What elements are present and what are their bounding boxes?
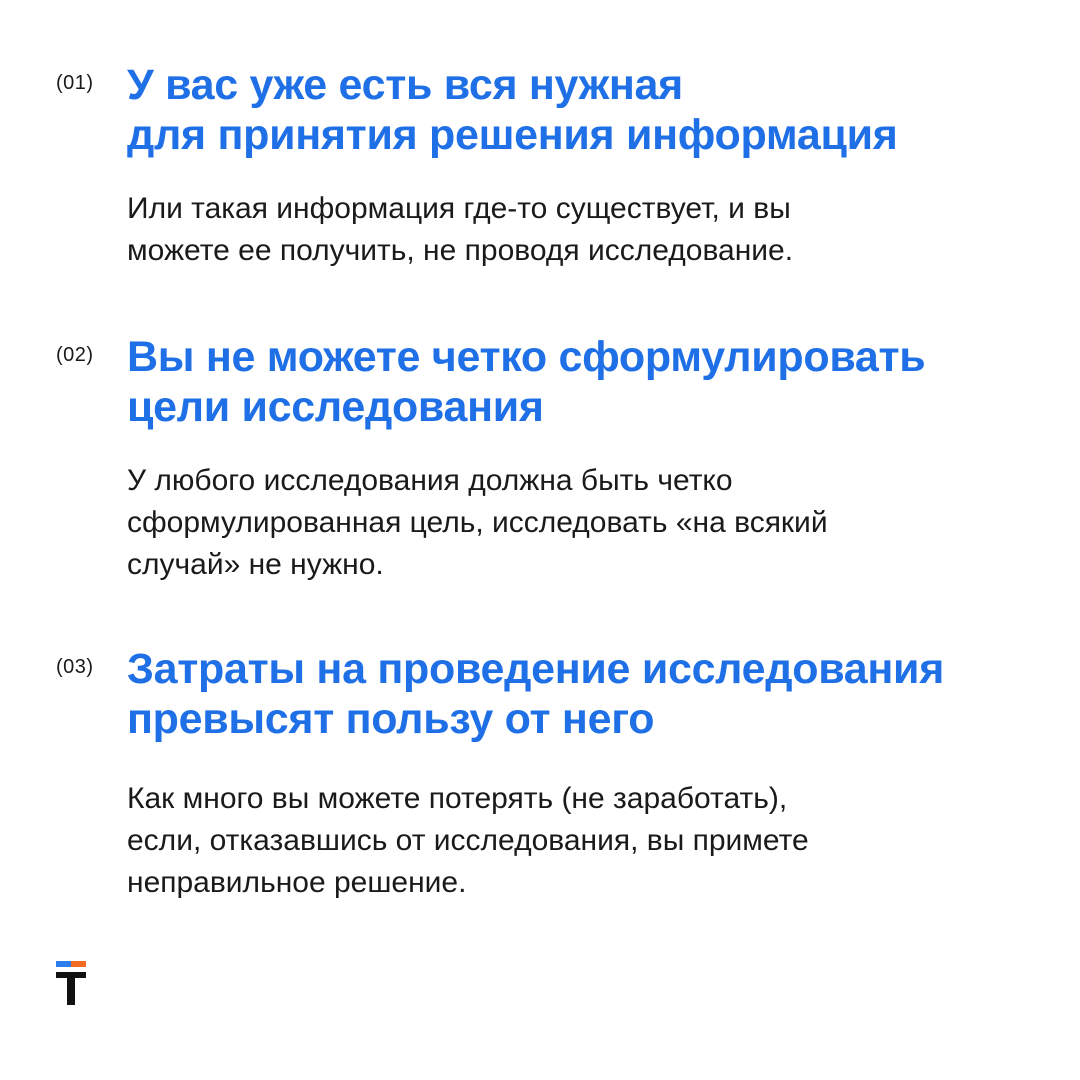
item-number: (01) xyxy=(56,72,94,94)
item-title: У вас уже есть вся нужная для принятия решения информация xyxy=(127,61,898,159)
t-logo-icon xyxy=(56,961,86,1005)
item-number: (03) xyxy=(56,656,94,678)
logo-blue-bar xyxy=(56,961,71,967)
item-description: У любого исследования должна быть четко сформулированная цель, исследовать «на всякий случай» не нужно. xyxy=(127,464,828,581)
item-description: Или такая информация где-то существует, и вы можете ее получить, не проводя исследование. xyxy=(127,192,794,267)
item-description: Как много вы можете потерять (не заработать), если, отказавшись от исследования, вы примете неправильное решение. xyxy=(127,782,809,899)
logo-orange-bar xyxy=(71,961,86,967)
item-title: Затраты на проведение исследования превысят пользу от него xyxy=(127,645,944,743)
logo-stem xyxy=(67,972,75,1005)
item-number: (02) xyxy=(56,344,94,366)
item-title: Вы не можете четко сформулировать цели исследования xyxy=(127,333,926,431)
